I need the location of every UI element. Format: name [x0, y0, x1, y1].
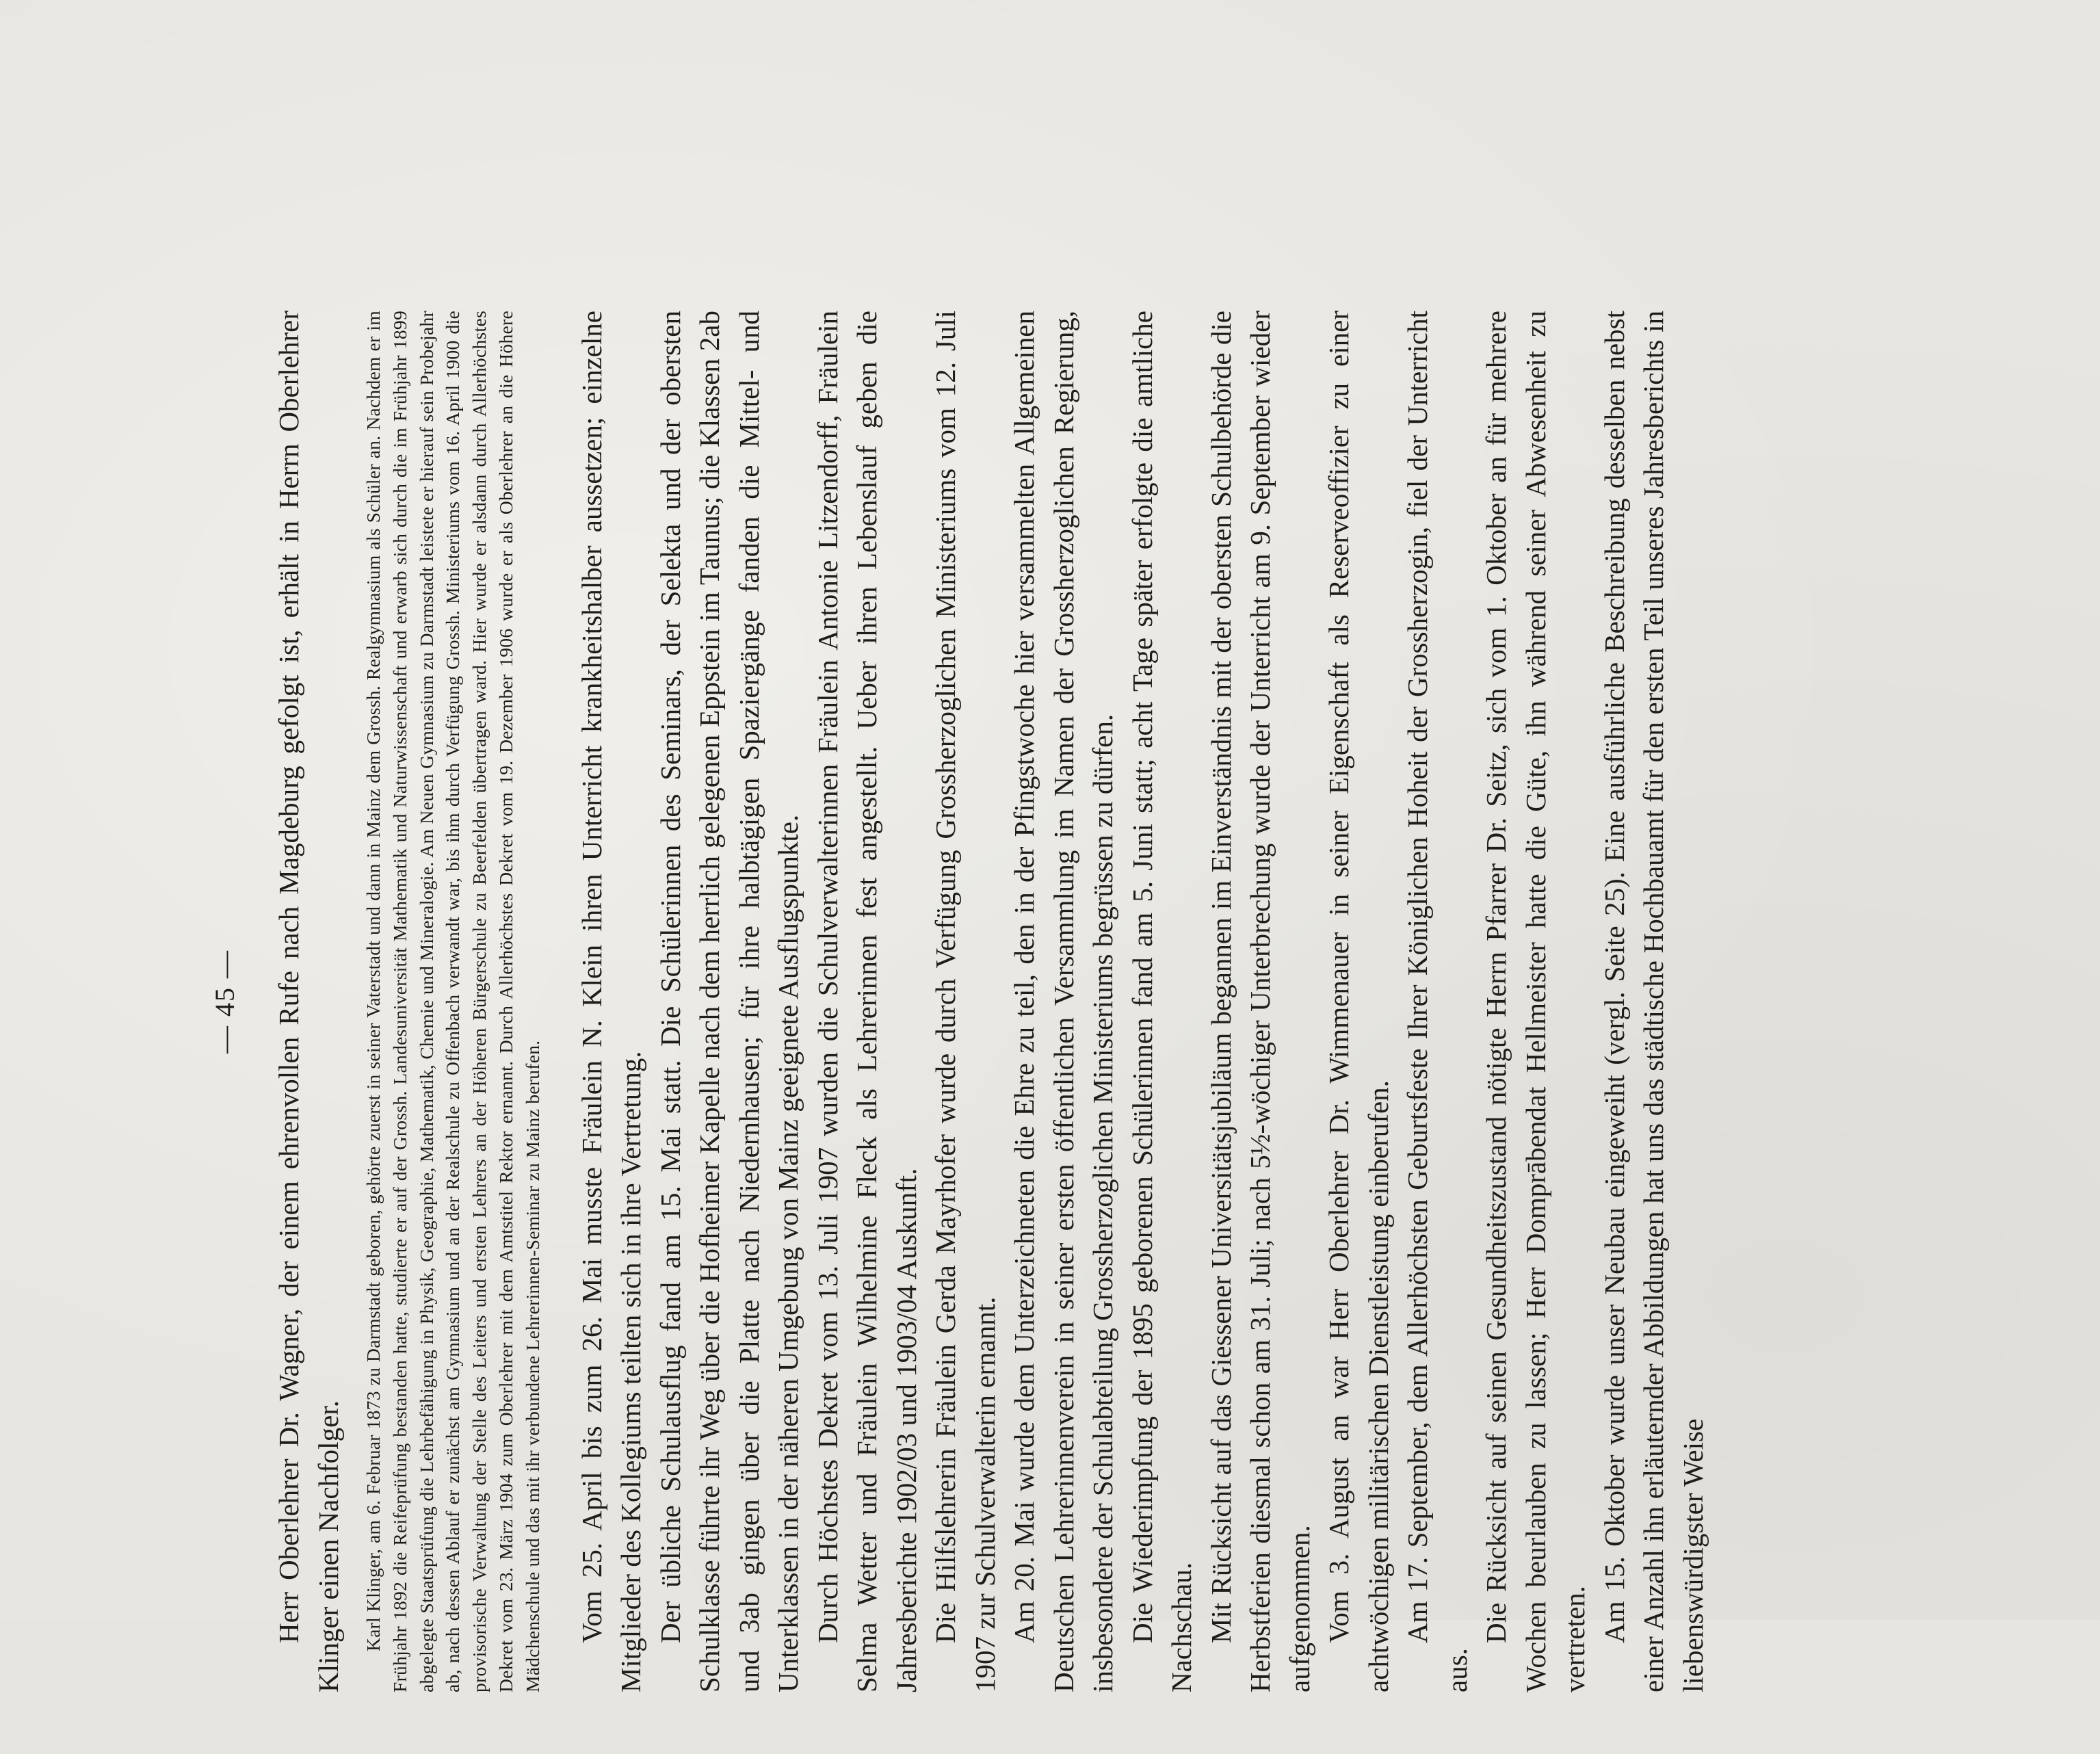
page-number: — 45 — — [209, 950, 240, 1053]
paragraph-university-jubilee: Mit Rücksicht auf das Giessener Universitätsjubiläum begannen im Einverständnis mit der obersten Schulbehörde die Herbstferien diesmal schon am 31. Juli; nach 5½-wöchiger Unterbrechung wurde der Unterricht am 9. September wieder aufgenommen. — [1205, 311, 1315, 1692]
paragraph-klinger-biography: Karl Klinger, am 6. Februar 1873 zu Darmstadt geboren, gehörte zuerst in seiner Vaterstadt und dann in Mainz dem Grossh. Realgymnasium als Schüler an. Nachdem er im Frühjahr 1892 die Reifeprüfung bestanden hatte, studierte er auf der Grossh. Landesuniversität Mathematik und Naturwissenschaft und erwarb sich durch die im Frühjahr 1899 abgelegte Staatsprüfung die Lehrbefähigung in Physik, Geographie, Mathematik, Chemie und Mineralogie. Am Neuen Gymnasium zu Darmstadt leistete er hierauf sein Probejahr ab, nach dessen Ablauf er zunächst am Gymnasium und an der Realschule zu Offenbach verwandt war, bis ihm durch Verfügung Grossh. Ministeriums vom 16. April 1900 die provisorische Verwaltung der Stelle des Leiters und ersten Lehrers an der Höheren Bürgerschule zu Beerfelden übertragen ward. Hier wurde er alsdann durch Allerhöchstes Dekret vom 23. März 1904 zum Oberlehrer mit dem Amtstitel Rektor ernannt. Durch Allerhöchstes Dekret vom 19. Dezember 1906 wurde er als Oberlehrer an die Höhere Mädchenschule und das mit ihr verbundene Lehrerinnen-Seminar zu Mainz berufen. — [363, 311, 543, 1692]
paragraph-grand-duchess-birthday: Am 17. September, dem Allerhöchsten Geburtsfeste Ihrer Königlichen Hoheit der Grossherzogin, fiel der Unterricht aus. — [1402, 311, 1473, 1692]
paragraph-wagner-successor: Herr Oberlehrer Dr. Wagner, der einem ehrenvollen Rufe nach Magdeburg gefolgt ist, erhält in Herrn Oberlehrer Klinger einen Nachfolger. — [273, 311, 344, 1692]
rotated-page-content — [106, 249, 1994, 1754]
paragraph-teacher-appointments: Durch Höchstes Dekret vom 13. Juli 1907 wurden die Schulverwalterinnen Fräulein Antonie Litzendorff, Fräulein Selma Wetter und Fräulein Wilhelmine Fleck als Lehrerinnen fest angestellt. Ueber ihren Lebenslauf geben die Jahresberichte 1902/03 und 1903/04 Auskunft. — [811, 311, 922, 1692]
paragraph-wimmenauer-service: Vom 3. August an war Herr Oberlehrer Dr. Wimmenauer in seiner Eigenschaft als Reserveoffizier zu einer achtwöchigen militärischen Dienstleistung einberufen. — [1323, 311, 1394, 1692]
paragraph-vaccination: Die Wiederimpfung der 1895 geborenen Schülerinnen fand am 5. Juni statt; acht Tage später erfolgte die amtliche Nachschau. — [1126, 311, 1198, 1692]
paragraph-seitz-leave: Die Rücksicht auf seinen Gesundheitszustand nötigte Herrn Pfarrer Dr. Seitz, sich vom 1. Oktober an für mehrere Wochen beurlauben zu lassen; Herr Domprābendat Hellmeister hatte die Güte, ihn während seiner Abwesenheit zu vertreten. — [1480, 311, 1591, 1692]
paragraph-new-building: Am 15. Oktober wurde unser Neubau eingeweiht (vergl. Seite 25). Eine ausführliche Beschreibung desselben nebst einer Anzahl ihn erläuternder Abbildungen hat uns das städtische Hochbauamt für den ersten Teil unseres Jahresberichts in liebenswürdigster Weise — [1598, 311, 1709, 1692]
paragraph-klein-absence: Vom 25. April bis zum 26. Mai musste Fräulein N. Klein ihren Unterricht krankheitshalber aussetzen; einzelne Mitglieder des Kollegiums teilten sich in ihre Vertretung. — [575, 311, 647, 1692]
paragraph-school-excursion: Der übliche Schulausflug fand am 15. Mai statt. Die Schülerinnen des Seminars, der Selekta und der obersten Schulklasse führte ihr Weg über die Hofheimer Kapelle nach dem herrlich gelegenen Eppstein im Taunus; die Klassen 2ab und 3ab gingen über die Platte nach Niedernhausen; für ihre halbtägigen Spaziergänge fanden die Mittel- und Unterklassen in der näheren Umgebung von Mainz geeignete Ausflugspunkte. — [654, 311, 804, 1692]
paragraph-mayrhofer-appointment: Die Hilfslehrerin Fräulein Gerda Mayrhofer wurde durch Verfügung Grossherzoglichen Ministeriums vom 12. Juli 1907 zur Schulverwalterin ernannt. — [930, 311, 1001, 1692]
paragraph-teachers-association: Am 20. Mai wurde dem Unterzeichneten die Ehre zu teil, den in der Pfingstwoche hier versammelten Allgemeinen Deutschen Lehrerinnenverein in seiner ersten öffentlichen Versammlung im Namen der Grossherzoglichen Regierung, insbesondere der Schulabteilung Grossherzoglichen Ministeriums begrüssen zu dürfen. — [1008, 311, 1119, 1692]
